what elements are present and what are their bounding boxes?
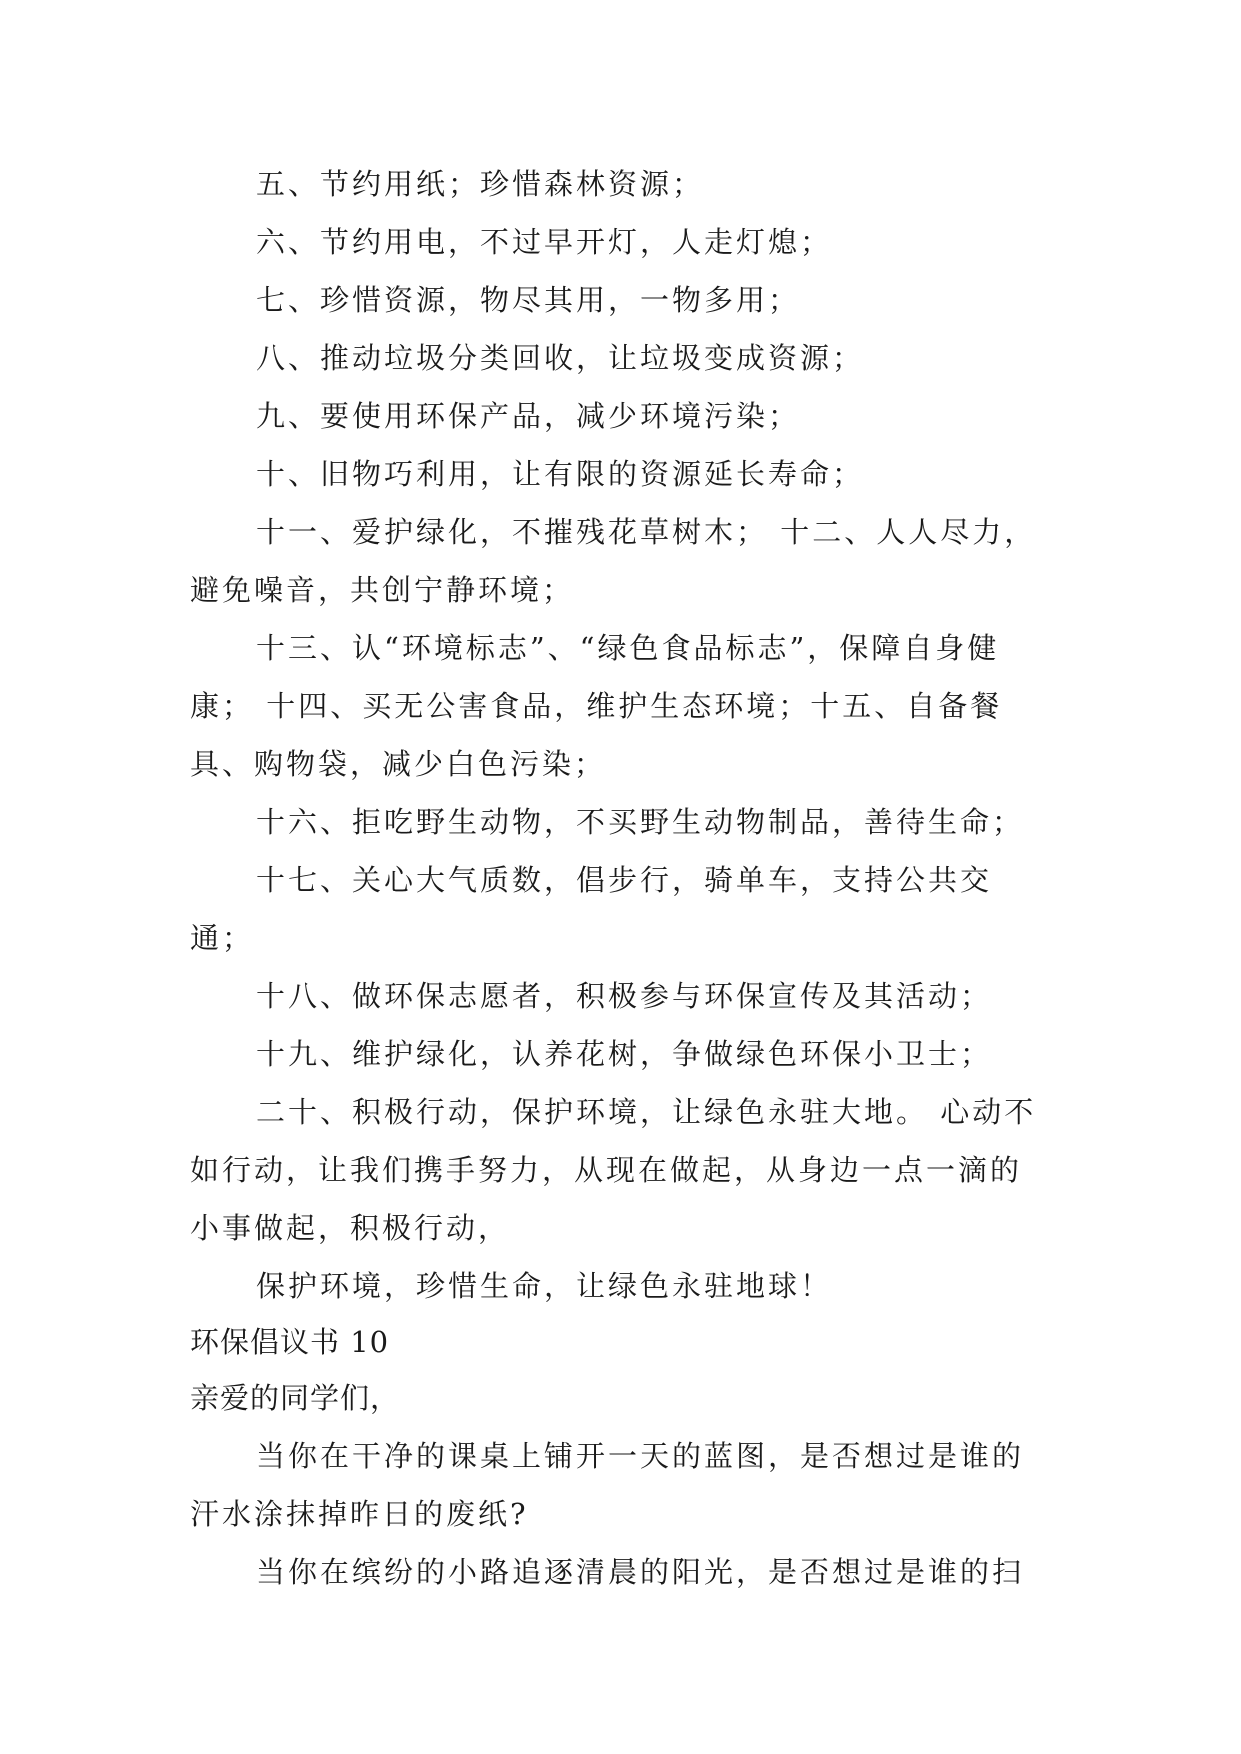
proposal-item-13-15: 十三、认“环境标志”、“绿色食品标志”，保障自身健康； 十四、买无公害食品，维护生态环境；十五、自备餐具、购物袋，减少白色污染； — [190, 631, 1003, 781]
proposal-item-5: 五、节约用纸；珍惜森林资源； — [256, 167, 705, 201]
proposal-item-18: 十八、做环保志愿者，积极参与环保宣传及其活动； — [256, 979, 993, 1013]
section-heading: 环保倡议书 10 — [190, 1325, 390, 1359]
salutation: 亲爱的同学们， — [190, 1381, 401, 1415]
proposal-item-7: 七、珍惜资源，物尽其用，一物多用； — [256, 283, 801, 317]
document-body — [190, 155, 1052, 1601]
proposal-item-17: 十七、关心大气质数，倡步行，骑单车，支持公共交通； — [190, 863, 993, 955]
proposal-item-6: 六、节约用电，不过早开灯，人走灯熄； — [256, 225, 833, 259]
proposal-item-19: 十九、维护绿化，认养花树，争做绿色环保小卫士； — [256, 1037, 993, 1071]
proposal-item-9: 九、要使用环保产品，减少环境污染； — [256, 399, 801, 433]
body-paragraph: 当你在干净的课桌上铺开一天的蓝图，是否想过是谁的汗水涂抹掉昨日的废纸? — [190, 1439, 1025, 1531]
closing-line: 保护环境，珍惜生命，让绿色永驻地球！ — [256, 1269, 833, 1303]
body-paragraph: 当你在缤纷的小路追逐清晨的阳光，是否想过是谁的扫 — [256, 1555, 1025, 1589]
proposal-item-16: 十六、拒吃野生动物，不买野生动物制品，善待生命； — [256, 805, 1025, 839]
proposal-item-20: 二十、积极行动，保护环境，让绿色永驻大地。 心动不如行动，让我们携手努力，从现在做起，从身边一点一滴的小事做起，积极行动， — [190, 1095, 1037, 1245]
proposal-item-8: 八、推动垃圾分类回收，让垃圾变成资源； — [256, 341, 865, 375]
proposal-item-11-12: 十一、爱护绿化，不摧残花草树木； 十二、人人尽力，避免噪音，共创宁静环境； — [190, 515, 1037, 607]
proposal-item-10: 十、旧物巧利用，让有限的资源延长寿命； — [256, 457, 865, 491]
